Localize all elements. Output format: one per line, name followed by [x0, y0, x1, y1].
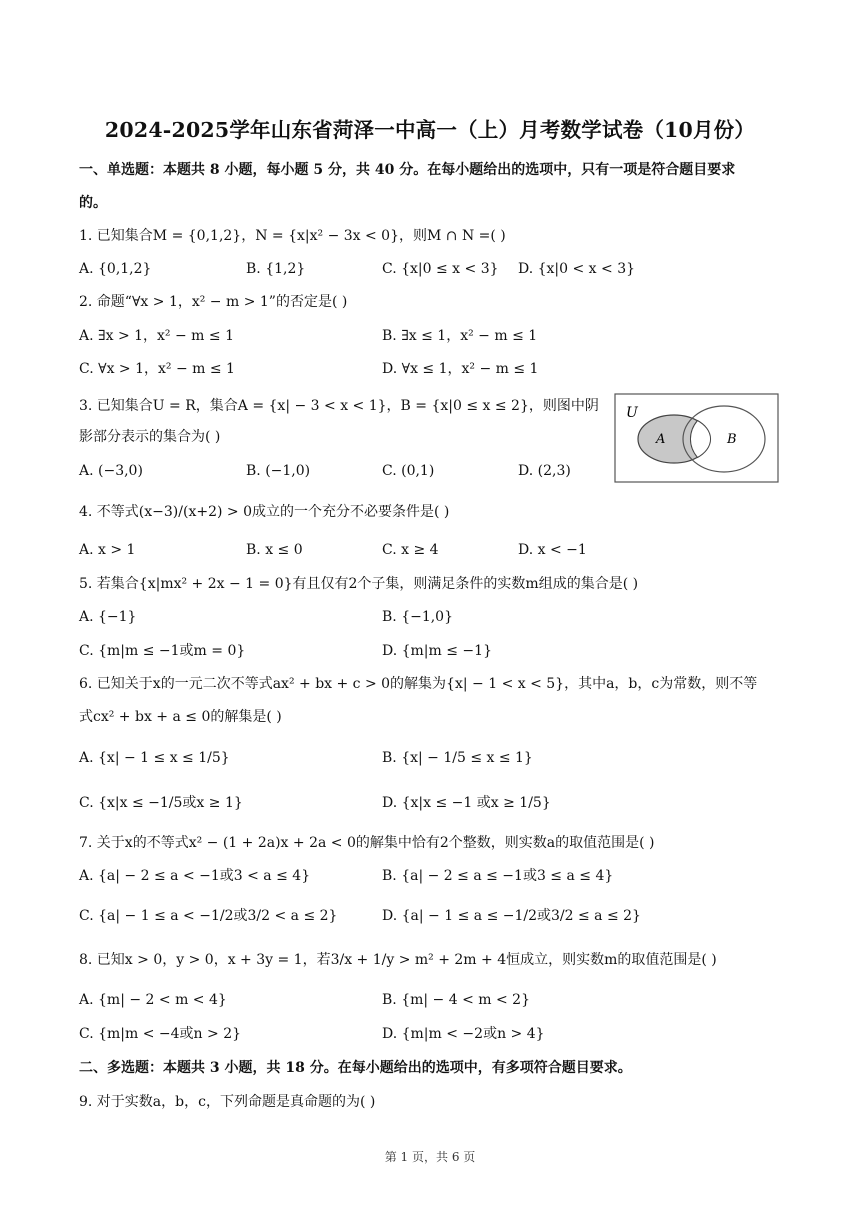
question-3-option-d: D. (2,3) [518, 463, 571, 479]
question-7-stem: 7. 关于x的不等式x² − (1 + 2a)x + 2a < 0的解集中恰有2个整数，则实数a的取值范围是( ) [79, 835, 655, 851]
question-2-option-b: B. ∃x ≤ 1，x² − m ≤ 1 [382, 328, 538, 344]
venn-diagram [614, 393, 780, 485]
question-4-option-b: B. x ≤ 0 [246, 542, 303, 558]
question-1-option-a: A. {0,1,2} [79, 261, 152, 277]
question-7-option-d: D. {a| − 1 ≤ a ≤ −1/2或3/2 ≤ a ≤ 2} [382, 908, 641, 924]
question-3-option-b: B. (−1,0) [246, 463, 311, 479]
question-6-stem-line1: 6. 已知关于x的一元二次不等式ax² + bx + c > 0的解集为{x| − 1 < x < 5}，其中a，b，c为常数，则不等 [79, 676, 758, 692]
question-3-option-a: A. (−3,0) [79, 463, 143, 479]
question-9-stem: 9. 对于实数a，b，c，下列命题是真命题的为( ) [79, 1094, 376, 1110]
question-6-option-c: C. {x|x ≤ −1/5或x ≥ 1} [79, 795, 243, 811]
question-1-option-c: C. {x|0 ≤ x < 3} [382, 261, 499, 277]
question-5-stem: 5. 若集合{x|mx² + 2x − 1 = 0}有且仅有2个子集，则满足条件的实数m组成的集合是( ) [79, 576, 639, 592]
question-6-option-d: D. {x|x ≤ −1 或x ≥ 1/5} [382, 795, 551, 811]
question-2-option-d: D. ∀x ≤ 1，x² − m ≤ 1 [382, 361, 539, 377]
question-6-option-a: A. {x| − 1 ≤ x ≤ 1/5} [79, 750, 230, 766]
question-3-option-c: C. (0,1) [382, 463, 435, 479]
question-1-option-b: B. {1,2} [246, 261, 306, 277]
section-heading-single-choice: 一、单选题：本题共 8 小题，每小题 5 分，共 40 分。在每小题给出的选项中，只有一项是符合题目要求 [79, 162, 736, 178]
page-title: 2024-2025学年山东省菏泽一中高一（上）月考数学试卷（10月份） [104, 118, 756, 142]
venn-label-b: B [727, 432, 737, 447]
question-5-option-d: D. {m|m ≤ −1} [382, 643, 492, 659]
question-8-option-c: C. {m|m < −4或n > 2} [79, 1026, 242, 1042]
question-8-option-d: D. {m|m < −2或n > 4} [382, 1026, 545, 1042]
question-1-stem: 1. 已知集合M = {0,1,2}，N = {x|x² − 3x < 0}，则M ∩ N =( ) [79, 228, 506, 244]
question-5-option-a: A. {−1} [79, 609, 137, 625]
question-3-stem-line1: 3. 已知集合U = R，集合A = {x| − 3 < x < 1}，B = {x|0 ≤ x ≤ 2}，则图中阴 [79, 398, 599, 414]
question-2-option-c: C. ∀x > 1，x² − m ≤ 1 [79, 361, 235, 377]
question-7-option-b: B. {a| − 2 ≤ a ≤ −1或3 ≤ a ≤ 4} [382, 868, 614, 884]
question-2-stem: 2. 命题“∀x > 1，x² − m > 1”的否定是( ) [79, 294, 348, 310]
question-7-option-c: C. {a| − 1 ≤ a < −1/2或3/2 < a ≤ 2} [79, 908, 338, 924]
question-6-stem-line2: 式cx² + bx + a ≤ 0的解集是( ) [79, 709, 282, 725]
question-8-stem: 8. 已知x > 0，y > 0，x + 3y = 1，若3/x + 1/y > m² + 2m + 4恒成立，则实数m的取值范围是( ) [79, 952, 717, 968]
venn-label-u: U [626, 405, 638, 421]
question-6-option-b: B. {x| − 1/5 ≤ x ≤ 1} [382, 750, 533, 766]
section-heading-continued: 的。 [79, 195, 107, 211]
question-4-stem: 4. 不等式(x−3)/(x+2) > 0成立的一个充分不必要条件是( ) [79, 504, 450, 520]
venn-label-a: A [656, 432, 666, 447]
question-4-option-a: A. x > 1 [79, 542, 136, 558]
section-heading-multiple-choice: 二、多选题：本题共 3 小题，共 18 分。在每小题给出的选项中，有多项符合题目要求。 [79, 1060, 632, 1076]
question-5-option-c: C. {m|m ≤ −1或m = 0} [79, 643, 246, 659]
question-3-stem-line2: 影部分表示的集合为( ) [79, 429, 221, 445]
question-4-option-d: D. x < −1 [518, 542, 587, 558]
question-5-option-b: B. {−1,0} [382, 609, 453, 625]
page-footer: 第 1 页，共 6 页 [384, 1150, 476, 1164]
question-8-option-a: A. {m| − 2 < m < 4} [79, 992, 227, 1008]
question-8-option-b: B. {m| − 4 < m < 2} [382, 992, 530, 1008]
question-2-option-a: A. ∃x > 1，x² − m ≤ 1 [79, 328, 234, 344]
question-1-option-d: D. {x|0 < x < 3} [518, 261, 636, 277]
question-4-option-c: C. x ≥ 4 [382, 542, 439, 558]
question-7-option-a: A. {a| − 2 ≤ a < −1或3 < a ≤ 4} [79, 868, 311, 884]
